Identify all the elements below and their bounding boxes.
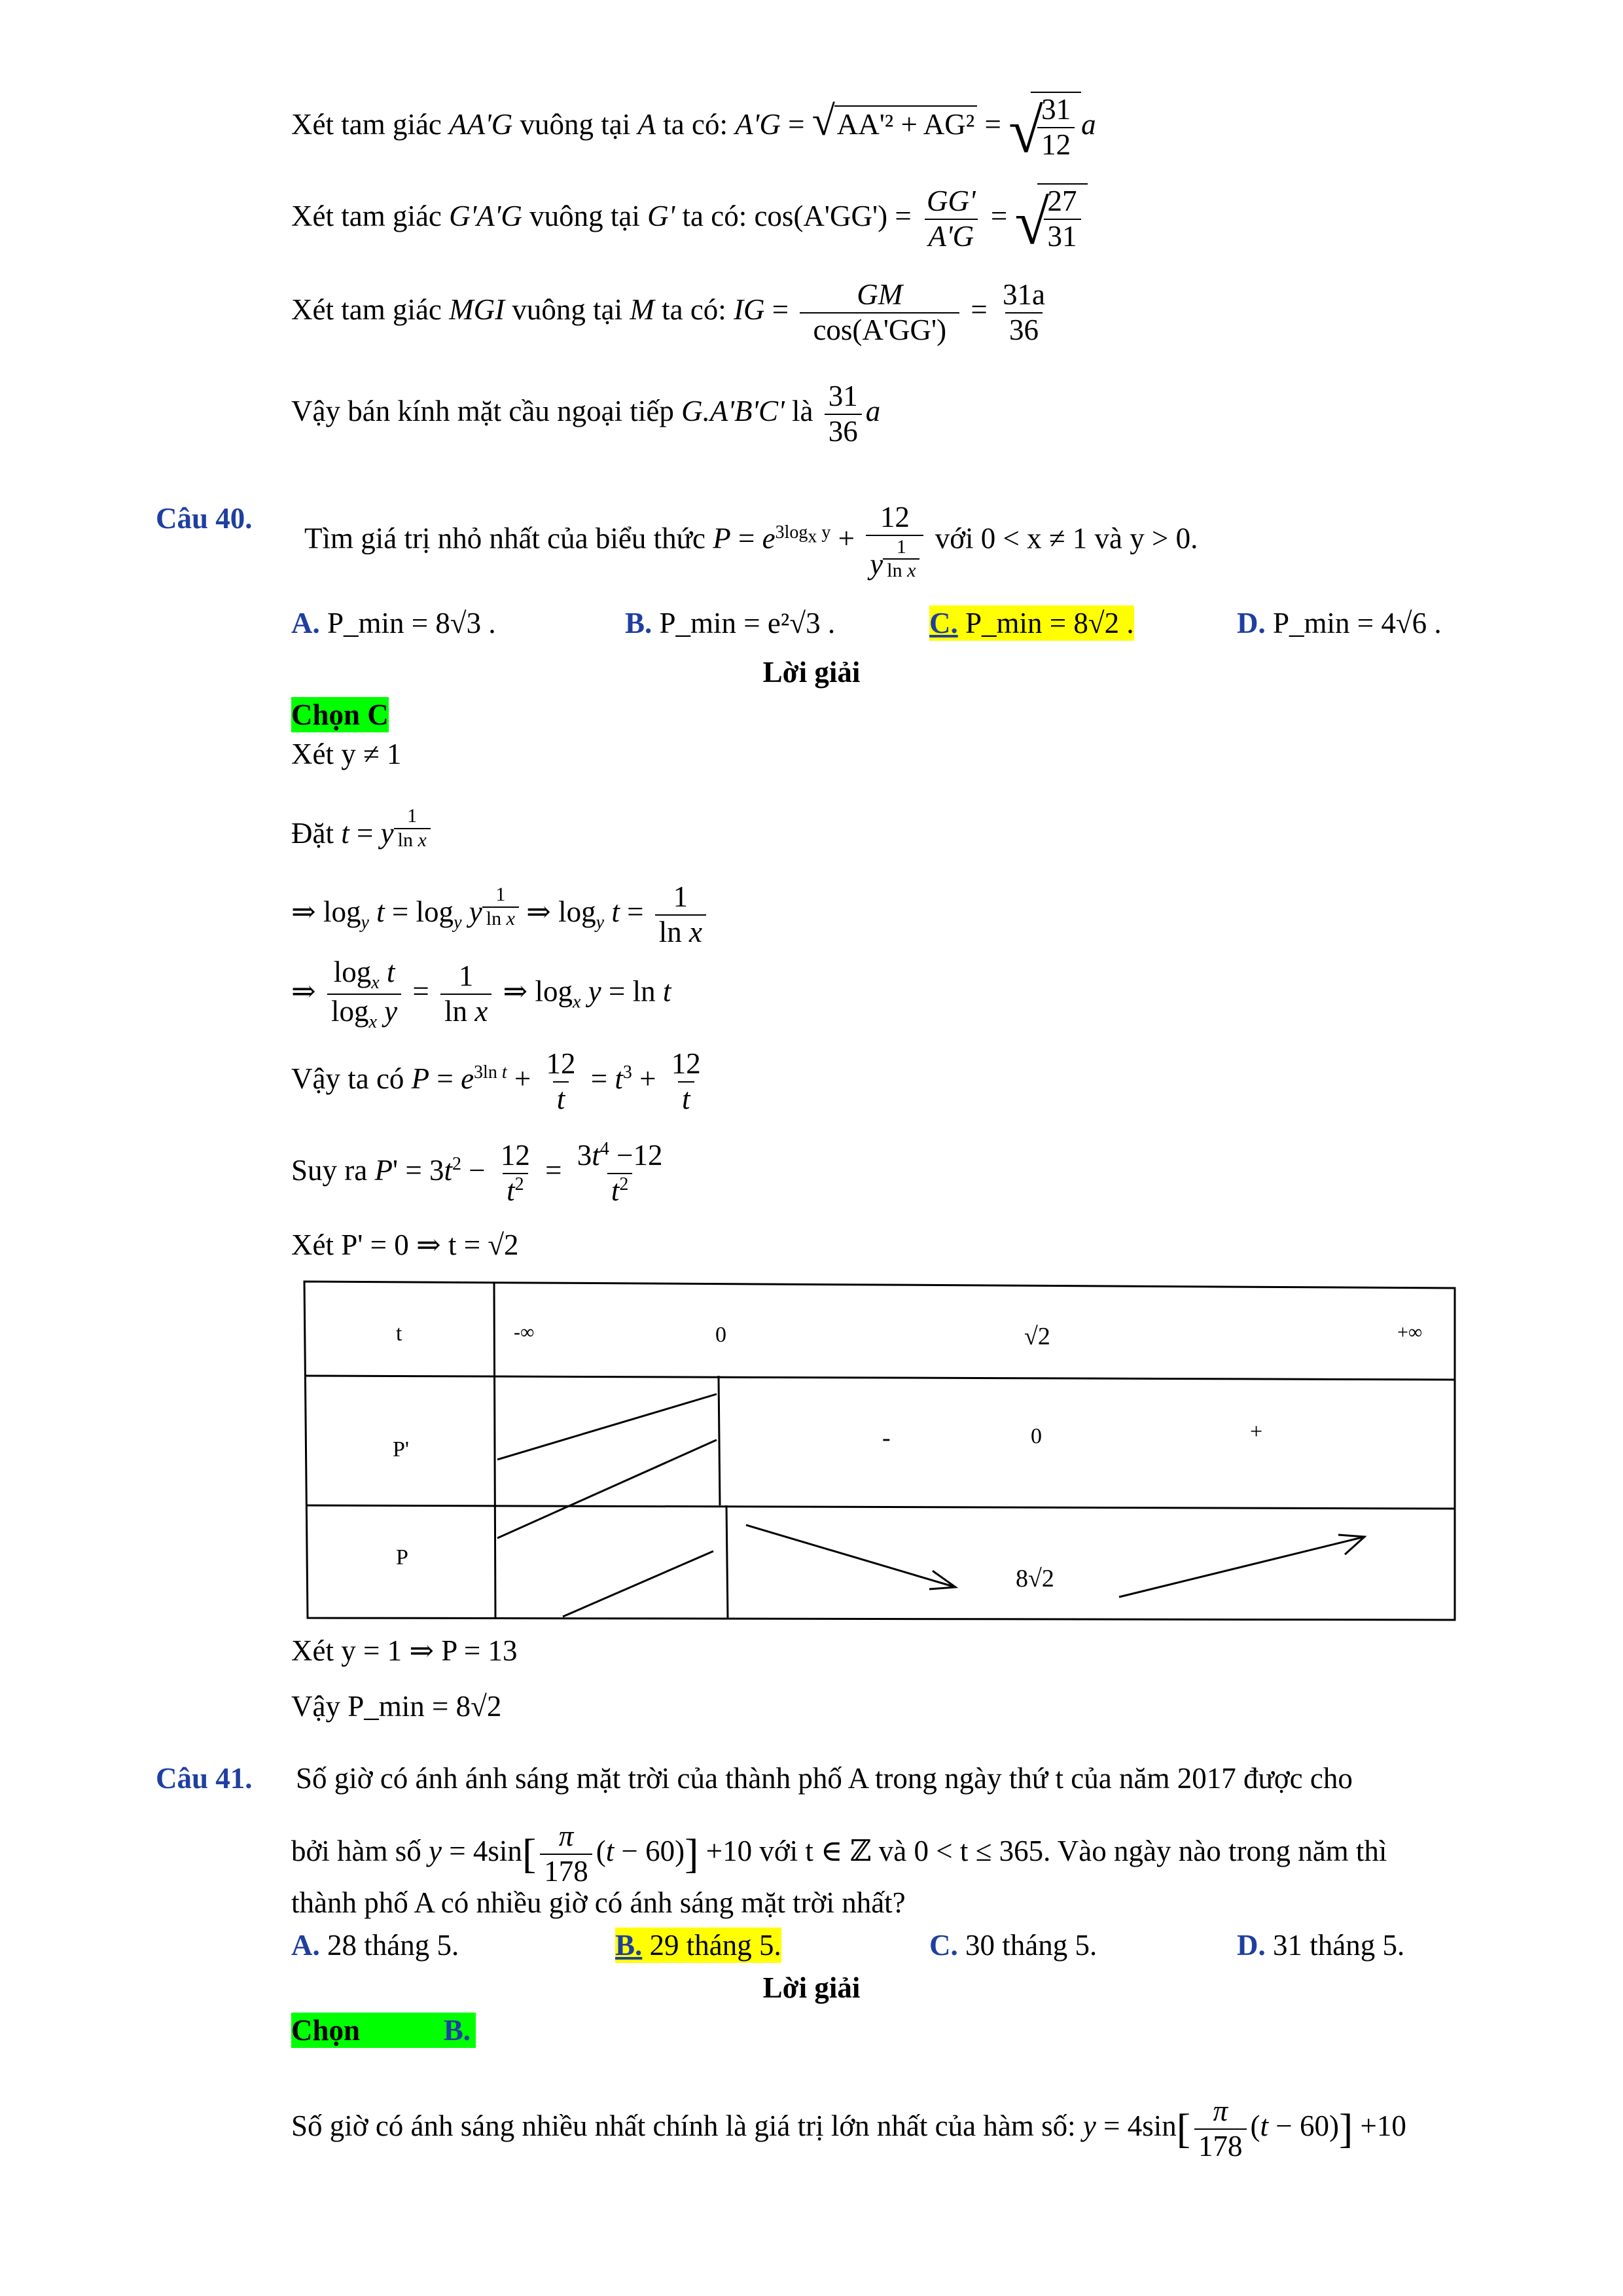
table-t-pos-inf: +∞ xyxy=(1397,1321,1423,1343)
table-t-neg-inf: -∞ xyxy=(514,1321,535,1343)
table-dp-plus: + xyxy=(1250,1420,1263,1444)
option-c-correct[interactable]: C. P_min = 8√2 . xyxy=(929,607,1134,639)
option-d[interactable]: D. P_min = 4√6 . xyxy=(1237,607,1442,639)
step-p-of-t: Vậy ta có $P = e^{3ln t}$ + $\frac{12}{t}$ = $t^3$ + $\frac{12}{t}$ xyxy=(291,1047,701,1115)
table-t-zero: 0 xyxy=(715,1323,726,1347)
table-col-line xyxy=(719,1376,720,1505)
question-41 xyxy=(156,1761,253,1796)
step-derivative: Suy ra $P' = 3t^2$ − $\frac{12}{t^2}$ = $\frac{3t^4 -12}{t^2}$ xyxy=(291,1139,663,1207)
option-b[interactable]: B. P_min = e²√3 . xyxy=(625,607,836,639)
step-critical-point: Xét P' = 0 ⇒ t = √2 xyxy=(291,1229,519,1261)
hatch-line xyxy=(497,1440,717,1538)
fraction-gm-cos: $\frac{GM}{\cos(A'GG')}$ xyxy=(800,278,959,348)
hatch-line xyxy=(563,1551,713,1617)
question-41-line2: bởi hàm số y = 4sin[ $\frac{\pi}{178}$ (t − 60)] +10 với t ∈ ℤ và 0 < t ≤ 365. Vào ngày nào trong năm thì xyxy=(291,1820,1387,1888)
final-line: Số giờ có ánh sáng nhiều nhất chính là giá trị lớn nhất của hàm số: y = 4sin[ $\frac{\pi}{178}$ (t − 60)] +10 xyxy=(291,2094,1406,2162)
step-substitute: Đặt t = y $^{\frac{1}{\text{ln x}}}$ xyxy=(291,805,431,852)
question-41-line3: thành phố A có nhiều giờ có ánh sáng mặt trời nhất? xyxy=(291,1886,906,1919)
step-log-ratio: ⇒ $\frac{\log_x t}{\log_x y}$ = $\frac{1}{\text{ln x}}$ ⇒ $\log_x y = \ln t$ xyxy=(291,956,671,1033)
option-c[interactable]: C. 30 tháng 5. xyxy=(929,1929,1097,1962)
table-row-line xyxy=(304,1376,1455,1380)
chosen-answer: Chọn C xyxy=(291,698,389,731)
step-conclusion: Vậy P_min = 8√2 xyxy=(291,1690,502,1723)
option-a[interactable]: A. P_min = 8√3 . xyxy=(291,607,496,639)
sqrt-fraction: √ $\frac{31}{12}$ xyxy=(1008,92,1081,162)
fraction-31a-36: $\frac{31a}{36}$ xyxy=(1003,278,1045,346)
table-label-p: P xyxy=(396,1545,408,1570)
arrow-head xyxy=(1338,1535,1364,1554)
solution-title: Lời giải xyxy=(762,656,861,689)
table-col-line xyxy=(494,1283,495,1619)
hatch-line xyxy=(497,1394,717,1460)
question-label: Câu 40. xyxy=(156,502,253,535)
table-row-line xyxy=(306,1505,1455,1509)
fraction-12-y: 12 y $^{\frac{1}{\text{ln x}}}$ xyxy=(866,501,923,583)
question-41-line1: Số giờ có ánh ánh sáng mặt trời của thành phố A trong ngày thứ t của năm 2017 được cho xyxy=(296,1762,1353,1795)
solution-title: Lời giải xyxy=(762,1971,861,2004)
table-t-sqrt2: √2 xyxy=(1024,1323,1050,1350)
step-y-ne-1: Xét y ≠ 1 xyxy=(291,738,402,770)
fraction-gg-ag: $\frac{GG'}{A'G}$ xyxy=(923,185,980,254)
table-p-min: 8√2 xyxy=(1016,1565,1054,1592)
question-label: Câu 41. xyxy=(156,1762,253,1795)
table-label-dp: P' xyxy=(393,1437,410,1462)
fraction-31-36: $\frac{31}{36}$ xyxy=(825,380,862,449)
line-triangle-gag: Xét tam giác G'A'G vuông tại G' ta có: cos(A'GG') = $\frac{GG'}{A'G}$ = √ $\frac{27}{31}$ xyxy=(291,183,1088,254)
table-border xyxy=(304,1282,1455,1620)
table-label-t: t xyxy=(396,1321,402,1346)
option-a[interactable]: A. 28 tháng 5. xyxy=(291,1929,459,1962)
step-log-t: ⇒ $\log_y t = \log_y y$ $^{\frac{1}{\text{ln x}}}$ ⇒ $\log_y t$ = $\frac{1}{\text{ln x}}$ xyxy=(291,880,710,950)
arrow-head xyxy=(929,1571,955,1589)
question-40-text: Tìm giá trị nhỏ nhất của biểu thức $P = e^{3log_x y}$ + 12 y $^{\frac{1}{\text{ln x}}}$ với 0 < x ≠ 1 và y > 0. xyxy=(304,501,1198,582)
sqrt-fraction: √ $\frac{27}{31}$ xyxy=(1015,183,1088,254)
line-triangle-aag: Xét tam giác AA'G vuông tại A ta có: A'G = √ AA'² + AG² = √ $\frac{31}{12}$ a xyxy=(291,93,1096,166)
line-triangle-mgi: Xét tam giác MGI vuông tại M ta có: IG = $\frac{GM}{\cos(A'GG')}$ = $\frac{31a}{36}$ xyxy=(291,278,1053,348)
line-radius-result: Vậy bán kính mặt cầu ngoại tiếp G.A'B'C' là $\frac{31}{36}$ a xyxy=(291,380,881,448)
arrow-up xyxy=(1119,1537,1364,1597)
arrow-down xyxy=(746,1525,955,1587)
option-b-correct[interactable]: B. 29 tháng 5. xyxy=(615,1929,781,1962)
step-y-eq-1: Xét y = 1 ⇒ P = 13 xyxy=(291,1634,518,1667)
table-dp-minus: - xyxy=(882,1424,891,1452)
sqrt-expression: √ AA'² + AG² xyxy=(812,105,977,142)
option-d[interactable]: D. 31 tháng 5. xyxy=(1237,1929,1405,1962)
chosen-answer: Chọn B. xyxy=(291,2013,476,2048)
table-dp-zero: 0 xyxy=(1031,1424,1042,1448)
question-40 xyxy=(156,501,253,536)
table-col-line xyxy=(726,1505,728,1618)
